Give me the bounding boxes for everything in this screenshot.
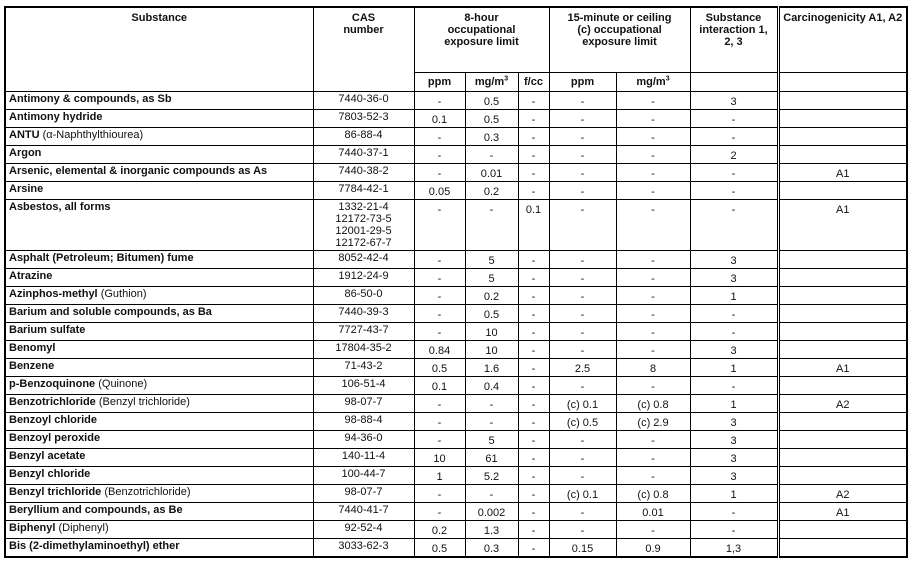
mg-cell: - [465,394,518,412]
mg-cell: 0.3 [465,127,518,145]
table-row [5,286,907,304]
table-row [5,376,907,394]
ppm15-cell: - [549,466,616,484]
fcc-cell: - [518,304,549,322]
ppm15-cell: - [549,304,616,322]
mg15-cell: - [616,109,690,127]
carc-cell: A2 [778,484,907,502]
cas-cell: 92-52-4 [313,520,414,538]
ppm-cell: - [414,484,465,502]
mg15-cell: - [616,466,690,484]
substance-cell [5,163,313,181]
substance-cell [5,250,313,268]
ppm-cell: 10 [414,448,465,466]
carc-cell [778,127,907,145]
cas-cell: 7440-38-2 [313,163,414,181]
substance-cell [5,322,313,340]
carc-cell [778,322,907,340]
ppm15-cell: - [549,322,616,340]
substance-synonym: (Guthion) [100,287,147,300]
ppm15-cell: - [549,268,616,286]
carc-cell: A1 [778,358,907,376]
substance-name: Benzotrichloride [9,395,96,408]
cas-cell: 86-88-4 [313,127,414,145]
inter-cell: 1 [690,484,778,502]
table-row [5,304,907,322]
ppm-cell: - [414,163,465,181]
cas-cell: 71-43-2 [313,358,414,376]
mg15-cell: 0.9 [616,538,690,557]
mg-cell: 0.2 [465,286,518,304]
fcc-cell: - [518,109,549,127]
ppm-cell: - [414,268,465,286]
mg15-cell: - [616,430,690,448]
table-row [5,430,907,448]
inter-cell: - [690,181,778,199]
fcc-cell: - [518,502,549,520]
fcc-cell: 0.1 [518,199,549,250]
mg-cell: - [465,484,518,502]
carc-cell [778,466,907,484]
carc-cell [778,376,907,394]
ppm15-cell: (c) 0.1 [549,394,616,412]
substance-cell [5,466,313,484]
cas-cell: 100-44-7 [313,466,414,484]
carc-cell [778,430,907,448]
header-8-hour: 8-hour occupational exposure limit [414,7,549,72]
substance-cell [5,358,313,376]
fcc-cell: - [518,91,549,109]
ppm-cell: - [414,286,465,304]
mg-cell: 10 [465,340,518,358]
table-row [5,250,907,268]
substance-cell [5,412,313,430]
table-row [5,181,907,199]
fcc-cell: - [518,448,549,466]
substance-cell [5,181,313,199]
mg-cell: 1.3 [465,520,518,538]
substance-cell [5,376,313,394]
inter-cell: - [690,163,778,181]
fcc-cell: - [518,286,549,304]
substance-cell [5,520,313,538]
cas-cell: 7440-39-3 [313,304,414,322]
ppm-cell: 1 [414,466,465,484]
ppm-cell: 0.2 [414,520,465,538]
substance-synonym: (Diphenyl) [58,521,109,534]
inter-cell: 2 [690,145,778,163]
ppm15-cell: - [549,286,616,304]
substance-cell [5,268,313,286]
inter-cell: - [690,520,778,538]
carc-cell [778,250,907,268]
ppm-cell: - [414,394,465,412]
table-row [5,199,907,250]
substance-name: Benzene [9,359,55,372]
substance-name: Arsenic, elemental & inorganic compounds as As [9,164,268,177]
inter-cell: - [690,502,778,520]
ppm-cell: 0.84 [414,340,465,358]
ppm15-cell: (c) 0.5 [549,412,616,430]
mg-cell: 0.002 [465,502,518,520]
mg15-cell: 0.01 [616,502,690,520]
ppm-cell: - [414,250,465,268]
mg15-cell: - [616,127,690,145]
fcc-cell: - [518,376,549,394]
mg15-cell: - [616,268,690,286]
table-row [5,127,907,145]
mg-cell: 10 [465,322,518,340]
table-row [5,538,907,557]
carc-cell [778,412,907,430]
mg15-cell: (c) 0.8 [616,484,690,502]
substance-name: Asbestos, all forms [9,200,111,213]
cas-cell: 8052-42-4 [313,250,414,268]
ppm15-cell: - [549,520,616,538]
fcc-cell: - [518,127,549,145]
cas-cell: 106-51-4 [313,376,414,394]
substance-name: ANTU [9,128,40,141]
substance-name: Benzoyl chloride [9,413,98,426]
carc-cell [778,181,907,199]
cas-cell: 3033-62-3 [313,538,414,557]
inter-cell: 3 [690,268,778,286]
inter-cell: 1,3 [690,538,778,557]
header-15-minute: 15-minute or ceiling (c) occupational exposure limit [549,7,690,72]
fcc-cell: - [518,430,549,448]
mg-cell: - [465,145,518,163]
carc-cell [778,340,907,358]
substance-name: p-Benzoquinone [9,377,96,390]
subheader-blank [778,72,907,91]
mg-cell: 1.6 [465,358,518,376]
fcc-cell: - [518,340,549,358]
table-row [5,268,907,286]
mg15-cell: - [616,340,690,358]
ppm15-cell: - [549,163,616,181]
inter-cell: 3 [690,412,778,430]
mg15-cell: - [616,520,690,538]
cas-cell: 98-07-7 [313,484,414,502]
ppm15-cell: - [549,430,616,448]
mg-cell: - [465,412,518,430]
table-row [5,412,907,430]
substance-cell [5,538,313,557]
ppm-cell: 0.5 [414,538,465,557]
ppm-cell: - [414,91,465,109]
substance-name: Antimony hydride [9,110,103,123]
substance-cell [5,304,313,322]
substance-name: Barium sulfate [9,323,86,336]
substance-cell [5,340,313,358]
mg-cell: 0.4 [465,376,518,394]
substance-cell [5,286,313,304]
cas-cell: 98-07-7 [313,394,414,412]
mg15-cell: - [616,448,690,466]
ppm15-cell: - [549,181,616,199]
subheader-ppm: ppm [414,72,465,91]
fcc-cell: - [518,466,549,484]
substance-name: Azinphos-methyl [9,287,98,300]
fcc-cell: - [518,181,549,199]
cas-cell: 7440-37-1 [313,145,414,163]
exposure-limits-table [4,6,908,558]
table-row [5,340,907,358]
header-carcinogenicity: Carcinogenicity A1, A2 [778,7,907,72]
ppm-cell: - [414,502,465,520]
substance-cell [5,484,313,502]
ppm-cell: - [414,412,465,430]
inter-cell: 3 [690,250,778,268]
mg-cell: 61 [465,448,518,466]
fcc-cell: - [518,358,549,376]
substance-cell [5,502,313,520]
mg-cell: 0.3 [465,538,518,557]
subheader-ppm-15: ppm [549,72,616,91]
mg15-cell: - [616,304,690,322]
carc-cell [778,304,907,322]
mg-cell: 5 [465,430,518,448]
substance-cell [5,394,313,412]
ppm-cell: 0.1 [414,376,465,394]
cas-cell: 17804-35-2 [313,340,414,358]
ppm-cell: 0.1 [414,109,465,127]
table-row [5,448,907,466]
ppm-cell: 0.5 [414,358,465,376]
mg15-cell: (c) 0.8 [616,394,690,412]
ppm-cell: - [414,430,465,448]
ppm15-cell: - [549,199,616,250]
substance-synonym: (Quinone) [98,377,148,390]
table-row [5,145,907,163]
inter-cell: - [690,109,778,127]
mg15-cell: 8 [616,358,690,376]
mg15-cell: - [616,181,690,199]
inter-cell: 3 [690,91,778,109]
ppm15-cell: - [549,340,616,358]
inter-cell: 1 [690,286,778,304]
carc-cell [778,91,907,109]
substance-name: Benzyl trichloride [9,485,102,498]
substance-name: Biphenyl [9,521,56,534]
header-interaction: Substance interaction 1, 2, 3 [690,7,778,72]
fcc-cell: - [518,520,549,538]
mg-cell: 5 [465,268,518,286]
inter-cell: 1 [690,358,778,376]
cas-cell: 7803-52-3 [313,109,414,127]
ppm15-cell: 2.5 [549,358,616,376]
substance-synonym: (Benzyl trichloride) [98,395,190,408]
cas-cell: 7440-36-0 [313,91,414,109]
mg15-cell: - [616,163,690,181]
substance-cell [5,109,313,127]
inter-cell: 3 [690,448,778,466]
carc-cell [778,286,907,304]
fcc-cell: - [518,322,549,340]
inter-cell: - [690,304,778,322]
cas-cell: 94-36-0 [313,430,414,448]
ppm-cell: - [414,199,465,250]
table-row [5,520,907,538]
mg-cell: 0.5 [465,304,518,322]
substance-cell [5,448,313,466]
ppm15-cell: - [549,127,616,145]
carc-cell [778,448,907,466]
fcc-cell: - [518,163,549,181]
substance-cell [5,199,313,250]
inter-cell: 1 [690,394,778,412]
fcc-cell: - [518,538,549,557]
substance-synonym: (α-Naphthylthiourea) [42,128,144,141]
inter-cell: 3 [690,340,778,358]
carc-cell [778,268,907,286]
header-substance: Substance [5,7,313,91]
subheader-blank [690,72,778,91]
subheader-mg: $mg/m^3$ [465,72,518,91]
substance-synonym: (Benzotrichloride) [104,485,191,498]
cas-cell: 1912-24-9 [313,268,414,286]
inter-cell: 3 [690,466,778,484]
carc-cell [778,145,907,163]
ppm-cell: - [414,322,465,340]
carc-cell: A2 [778,394,907,412]
ppm15-cell: - [549,109,616,127]
table-row [5,394,907,412]
table-row [5,358,907,376]
fcc-cell: - [518,250,549,268]
substance-name: Antimony & compounds, as Sb [9,92,172,105]
ppm-cell: - [414,127,465,145]
inter-cell: - [690,322,778,340]
inter-cell: 3 [690,430,778,448]
mg15-cell: - [616,91,690,109]
substance-cell [5,145,313,163]
table-row [5,502,907,520]
ppm15-cell: - [549,145,616,163]
inter-cell: - [690,376,778,394]
substance-name: Barium and soluble compounds, as Ba [9,305,212,318]
subheader-mg-15: $mg/m^3$ [616,72,690,91]
header-cas: CAS number [313,7,414,91]
mg-cell: 0.01 [465,163,518,181]
ppm-cell: - [414,145,465,163]
table-row [5,109,907,127]
carc-cell: A1 [778,163,907,181]
substance-cell [5,91,313,109]
cas-cell: 98-88-4 [313,412,414,430]
mg15-cell: (c) 2.9 [616,412,690,430]
carc-cell [778,538,907,557]
fcc-cell: - [518,412,549,430]
ppm15-cell: - [549,250,616,268]
substance-name: Bis (2-dimethylaminoethyl) ether [9,539,180,552]
substance-name: Benzyl acetate [9,449,86,462]
carc-cell [778,109,907,127]
fcc-cell: - [518,268,549,286]
mg15-cell: - [616,250,690,268]
mg-cell: 5.2 [465,466,518,484]
mg15-cell: - [616,199,690,250]
cas-cell: 140-11-4 [313,448,414,466]
ppm15-cell: - [549,91,616,109]
carc-cell: A1 [778,502,907,520]
ppm15-cell: - [549,376,616,394]
subheader-fcc: f/cc [518,72,549,91]
cas-cell: 7727-43-7 [313,322,414,340]
mg-cell: 0.2 [465,181,518,199]
ppm-cell: 0.05 [414,181,465,199]
table-row [5,163,907,181]
table-row [5,484,907,502]
ppm15-cell: 0.15 [549,538,616,557]
substance-name: Benzoyl peroxide [9,431,101,444]
mg15-cell: - [616,145,690,163]
table-row [5,91,907,109]
mg-cell: 0.5 [465,91,518,109]
substance-name: Argon [9,146,42,159]
cas-cell: 7784-42-1 [313,181,414,199]
cas-cell: 7440-41-7 [313,502,414,520]
cas-cell: 1332-21-4 12172-73-5 12001-29-5 12172-67-7 [313,199,414,250]
mg15-cell: - [616,322,690,340]
mg-cell: 5 [465,250,518,268]
table-body [5,91,907,557]
ppm-cell: - [414,304,465,322]
ppm15-cell: - [549,502,616,520]
table-row [5,322,907,340]
substance-name: Atrazine [9,269,53,282]
ppm15-cell: - [549,448,616,466]
mg-cell: 0.5 [465,109,518,127]
substance-name: Benomyl [9,341,56,354]
mg-cell: - [465,199,518,250]
table-row [5,466,907,484]
fcc-cell: - [518,394,549,412]
substance-name: Benzyl chloride [9,467,91,480]
inter-cell: - [690,199,778,250]
fcc-cell: - [518,484,549,502]
substance-cell [5,127,313,145]
cas-cell: 86-50-0 [313,286,414,304]
substance-name: Arsine [9,182,44,195]
carc-cell: A1 [778,199,907,250]
inter-cell: - [690,127,778,145]
substance-name: Beryllium and compounds, as Be [9,503,183,516]
mg15-cell: - [616,376,690,394]
ppm15-cell: (c) 0.1 [549,484,616,502]
mg15-cell: - [616,286,690,304]
substance-cell [5,430,313,448]
carc-cell [778,520,907,538]
substance-name: Asphalt (Petroleum; Bitumen) fume [9,251,194,264]
fcc-cell: - [518,145,549,163]
